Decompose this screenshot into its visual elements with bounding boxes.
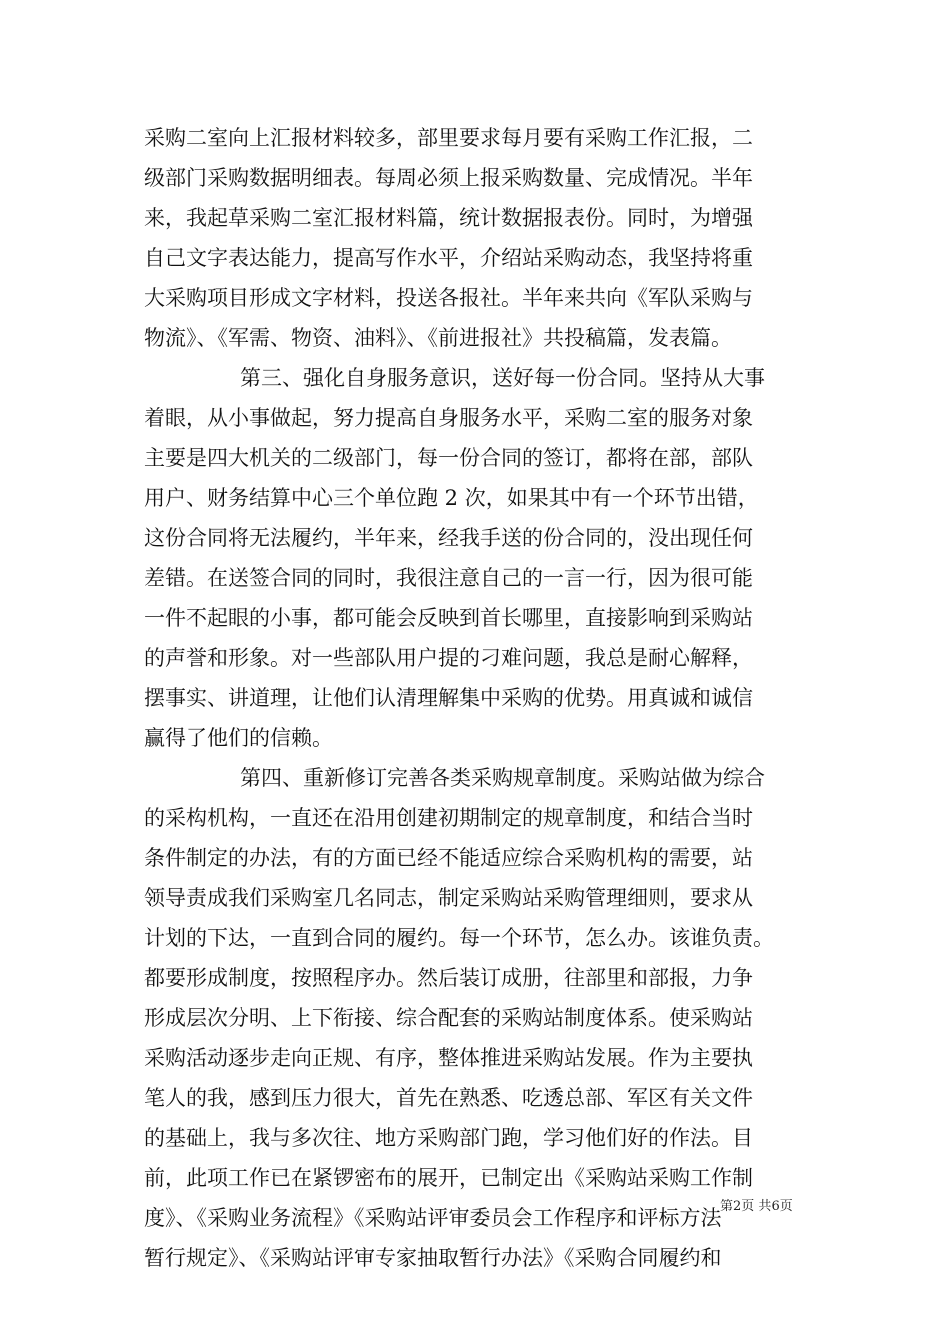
text-line: 的声誉和形象。对一些部队用户提的刁难问题，我总是耐心解释， <box>144 646 753 670</box>
text-line: 大采购项目形成文字材料，投送各报社。半年来共向《军队采购与 <box>144 286 753 310</box>
text-line: 采购二室向上汇报材料较多，部里要求每月要有采购工作汇报，二 <box>144 126 753 150</box>
text-line: 摆事实、讲道理，让他们认清理解集中采购的优势。用真诚和诚信 <box>144 686 753 710</box>
body-text <box>144 118 809 1278</box>
footer-total-pages: 6 <box>771 1199 780 1214</box>
footer-current-page: 2 <box>733 1199 742 1214</box>
text-line: 领导责成我们采购室几名同志，制定采购站采购管理细则，要求从 <box>144 886 753 910</box>
text-line: 着眼，从小事做起，努力提高自身服务水平，采购二室的服务对象 <box>144 406 753 430</box>
page-footer <box>720 1198 820 1216</box>
text-line: 这份合同将无法履约，半年来，经我手送的份合同的，没出现任何 <box>144 526 753 550</box>
text-line: 物流》、《军需、物资、油料》、《前进报社》共投稿篇，发表篇。 <box>144 326 732 350</box>
paragraph-first-line: 第三、强化自身服务意识，送好每一份合同。坚持从大事 <box>240 366 765 390</box>
text-line: 计划的下达，一直到合同的履约。每一个环节，怎么办。该谁负责。 <box>144 926 774 950</box>
text-line: 的采构机构，一直还在沿用创建初期制定的规章制度，和结合当时 <box>144 806 753 830</box>
text-line: 前，此项工作已在紧锣密布的展开，已制定出《采购站采购工作制 <box>144 1166 753 1190</box>
text-line: 一件不起眼的小事，都可能会反映到首长哪里，直接影响到采购站 <box>144 606 753 630</box>
text-line: 自己文字表达能力，提高写作水平，介绍站采购动态，我坚持将重 <box>144 246 753 270</box>
text-line: 的基础上，我与多次往、地方采购部门跑，学习他们好的作法。目 <box>144 1126 753 1150</box>
text-line: 用户、财务结算中心三个单位跑 2 次，如果其中有一个环节出错， <box>144 486 759 510</box>
footer-prefix: 第 <box>720 1199 734 1214</box>
text-line: 条件制定的办法，有的方面已经不能适应综合采购机构的需要，站 <box>144 846 753 870</box>
text-line: 形成层次分明、上下衔接、综合配套的采购站制度体系。使采购站 <box>144 1006 753 1030</box>
text-line: 级部门采购数据明细表。每周必须上报采购数量、完成情况。半年 <box>144 166 753 190</box>
text-line: 主要是四大机关的二级部门，每一份合同的签订，都将在部，部队 <box>144 446 753 470</box>
text-line: 赢得了他们的信赖。 <box>144 726 333 750</box>
text-line: 来，我起草采购二室汇报材料篇，统计数据报表份。同时，为增强 <box>144 206 753 230</box>
text-line: 笔人的我，感到压力很大，首先在熟悉、吃透总部、军区有关文件 <box>144 1086 753 1110</box>
paragraph-first-line: 第四、重新修订完善各类采购规章制度。采购站做为综合 <box>240 766 765 790</box>
text-line: 都要形成制度，按照程序办。然后装订成册，往部里和部报，力争 <box>144 966 753 990</box>
footer-suffix: 页 <box>779 1199 793 1214</box>
text-line: 采购活动逐步走向正规、有序，整体推进采购站发展。作为主要执 <box>144 1046 753 1070</box>
text-line: 度》、《采购业务流程》《采购站评审委员会工作程序和评标方法 <box>144 1206 722 1230</box>
footer-middle: 页 共 <box>741 1199 772 1214</box>
text-line: 差错。在送签合同的同时，我很注意自己的一言一行，因为很可能 <box>144 566 753 590</box>
text-line: 暂行规定》、《采购站评审专家抽取暂行办法》《采购合同履约和 <box>144 1246 722 1270</box>
